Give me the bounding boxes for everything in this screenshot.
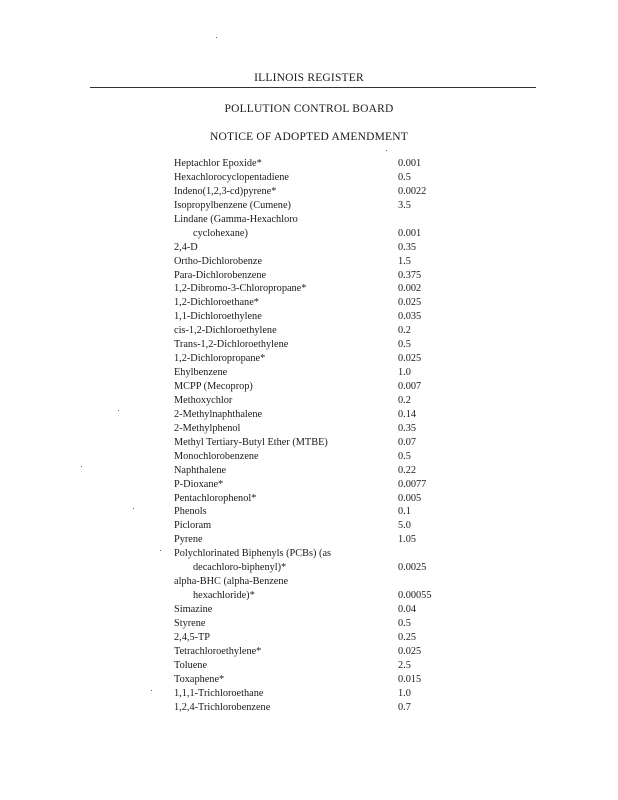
table-row xyxy=(174,533,454,547)
row-value: 2.5 xyxy=(398,659,411,671)
row-value: 0.005 xyxy=(398,492,422,504)
row-name: decachloro-biphenyl)* xyxy=(193,562,287,574)
row-name: Pentachlorophenol* xyxy=(174,492,257,504)
row-name: Simazine xyxy=(174,604,213,615)
board-title: POLLUTION CONTROL BOARD xyxy=(224,103,394,115)
row-name: Heptachlor Epoxide* xyxy=(174,158,262,169)
row-name: Methyl Tertiary-Butyl Ether (MTBE) xyxy=(174,436,328,448)
table-row xyxy=(174,492,454,506)
table-row xyxy=(174,505,454,519)
table-row xyxy=(174,589,454,603)
table-row xyxy=(174,213,454,227)
row-value: 0.14 xyxy=(398,408,417,420)
row-name: Styrene xyxy=(174,617,206,629)
header-rule xyxy=(90,87,536,88)
row-value: 0.5 xyxy=(398,450,411,462)
row-value: 0.002 xyxy=(398,283,422,295)
row-value: 0.015 xyxy=(398,673,422,685)
row-value: 0.375 xyxy=(398,269,422,281)
table-row xyxy=(174,478,454,492)
row-name: Methoxychlor xyxy=(174,394,233,406)
row-value: 0.5 xyxy=(398,339,411,351)
row-value: 0.0022 xyxy=(398,185,427,197)
row-value: 0.04 xyxy=(398,604,417,615)
table-row xyxy=(174,519,454,533)
register-title: ILLINOIS REGISTER xyxy=(254,72,364,84)
row-name: Trans-1,2-Dichloroethylene xyxy=(174,339,289,351)
row-value: 0.2 xyxy=(398,394,411,406)
row-value: 0.1 xyxy=(398,506,411,518)
row-name: Hexachlorocyclopentadiene xyxy=(174,171,289,183)
table-row xyxy=(174,157,454,171)
table-row xyxy=(174,199,454,213)
table-row xyxy=(174,436,454,450)
table-row xyxy=(174,603,454,617)
row-name: MCPP (Mecoprop) xyxy=(174,381,253,392)
row-name: Indeno(1,2,3-cd)pyrene* xyxy=(174,185,277,197)
scan-speck xyxy=(118,410,119,411)
row-value: 0.025 xyxy=(398,353,422,365)
table-row xyxy=(174,450,454,464)
row-value: 0.7 xyxy=(398,701,411,713)
row-name: Para-Dichlorobenzene xyxy=(174,269,267,281)
row-value: 0.001 xyxy=(398,158,422,169)
row-name: P-Dioxane* xyxy=(174,478,224,490)
row-name: Tetrachloroethylene* xyxy=(174,645,262,657)
row-value: 0.35 xyxy=(398,241,417,253)
table-row xyxy=(174,394,454,408)
row-value: 5.0 xyxy=(398,520,411,532)
row-name: Picloram xyxy=(174,520,212,532)
row-name: 1,2,4-Trichlorobenzene xyxy=(174,701,271,713)
row-name: 1,1,1-Trichloroethane xyxy=(174,687,264,699)
table-row xyxy=(174,282,454,296)
row-name: Phenols xyxy=(174,506,207,518)
row-name: Toluene xyxy=(174,659,208,671)
scan-speck xyxy=(133,508,134,509)
table-row xyxy=(174,687,454,701)
row-value: 1.5 xyxy=(398,255,411,267)
table-row xyxy=(174,631,454,645)
row-name: 1,1-Dichloroethylene xyxy=(174,311,262,323)
row-name: Pyrene xyxy=(174,534,203,546)
table-row xyxy=(174,366,454,380)
row-name: cyclohexane) xyxy=(193,227,248,239)
scan-speck xyxy=(81,466,82,467)
row-name: 2-Methylnaphthalene xyxy=(174,408,263,420)
row-name: 2,4,5-TP xyxy=(174,631,211,643)
row-value: 0.0025 xyxy=(398,562,427,574)
table-row xyxy=(174,171,454,185)
table-row xyxy=(174,241,454,255)
row-name: 1,2-Dibromo-3-Chloropropane* xyxy=(174,283,307,295)
row-value: 0.001 xyxy=(398,227,422,239)
row-name: Lindane (Gamma-Hexachloro xyxy=(174,213,298,225)
row-value: 3.5 xyxy=(398,199,411,211)
row-value: 0.2 xyxy=(398,325,411,337)
row-name: Ortho-Dichlorobenze xyxy=(174,255,263,267)
scan-speck xyxy=(216,37,217,38)
row-value: 0.0077 xyxy=(398,478,427,490)
table-row xyxy=(174,324,454,338)
table-row xyxy=(174,701,454,715)
scan-speck xyxy=(151,690,152,691)
scan-speck xyxy=(386,150,387,151)
row-name: Polychlorinated Biphenyls (PCBs) (as xyxy=(174,548,332,560)
table-row xyxy=(174,645,454,659)
table-row xyxy=(174,408,454,422)
row-name: Toxaphene* xyxy=(174,673,225,685)
row-name: cis-1,2-Dichloroethylene xyxy=(174,325,277,337)
table-row xyxy=(174,310,454,324)
table-row xyxy=(174,673,454,687)
table-row xyxy=(174,296,454,310)
row-name: Naphthalene xyxy=(174,464,227,476)
table-row xyxy=(174,380,454,394)
row-value: 1.05 xyxy=(398,534,417,546)
table-row xyxy=(174,617,454,631)
row-value: 0.025 xyxy=(398,297,422,309)
row-value: 1.0 xyxy=(398,367,411,379)
notice-title: NOTICE OF ADOPTED AMENDMENT xyxy=(209,131,409,143)
row-value: 0.007 xyxy=(398,381,422,392)
row-value: 0.00055 xyxy=(398,590,432,602)
table-row xyxy=(174,185,454,199)
table-row xyxy=(174,547,454,561)
row-name: 2-Methylphenol xyxy=(174,422,241,434)
row-value: 0.5 xyxy=(398,617,411,629)
row-name: 1,2-Dichloropropane* xyxy=(174,353,266,365)
table-row xyxy=(174,269,454,283)
row-name: Monochlorobenzene xyxy=(174,450,259,462)
row-value: 0.035 xyxy=(398,311,422,323)
row-value: 0.25 xyxy=(398,631,417,643)
table-row xyxy=(174,464,454,478)
table-row xyxy=(174,338,454,352)
constituent-table xyxy=(174,157,454,715)
row-value: 0.07 xyxy=(398,436,417,448)
table-row xyxy=(174,575,454,589)
table-row xyxy=(174,561,454,575)
row-value: 0.025 xyxy=(398,645,422,657)
row-name: Isopropylbenzene (Cumene) xyxy=(174,199,291,211)
row-name: Ehylbenzene xyxy=(174,367,228,379)
table-row xyxy=(174,255,454,269)
table-row xyxy=(174,659,454,673)
table-row xyxy=(174,422,454,436)
row-value: 0.5 xyxy=(398,171,411,183)
row-value: 0.35 xyxy=(398,422,417,434)
row-name: alpha-BHC (alpha-Benzene xyxy=(174,576,289,588)
table-row xyxy=(174,352,454,366)
row-value: 1.0 xyxy=(398,687,411,699)
scan-speck xyxy=(160,550,161,551)
row-name: 1,2-Dichloroethane* xyxy=(174,297,259,309)
row-name: 2,4-D xyxy=(174,241,198,253)
row-name: hexachloride)* xyxy=(193,590,255,602)
row-value: 0.22 xyxy=(398,464,417,476)
table-row xyxy=(174,227,454,241)
